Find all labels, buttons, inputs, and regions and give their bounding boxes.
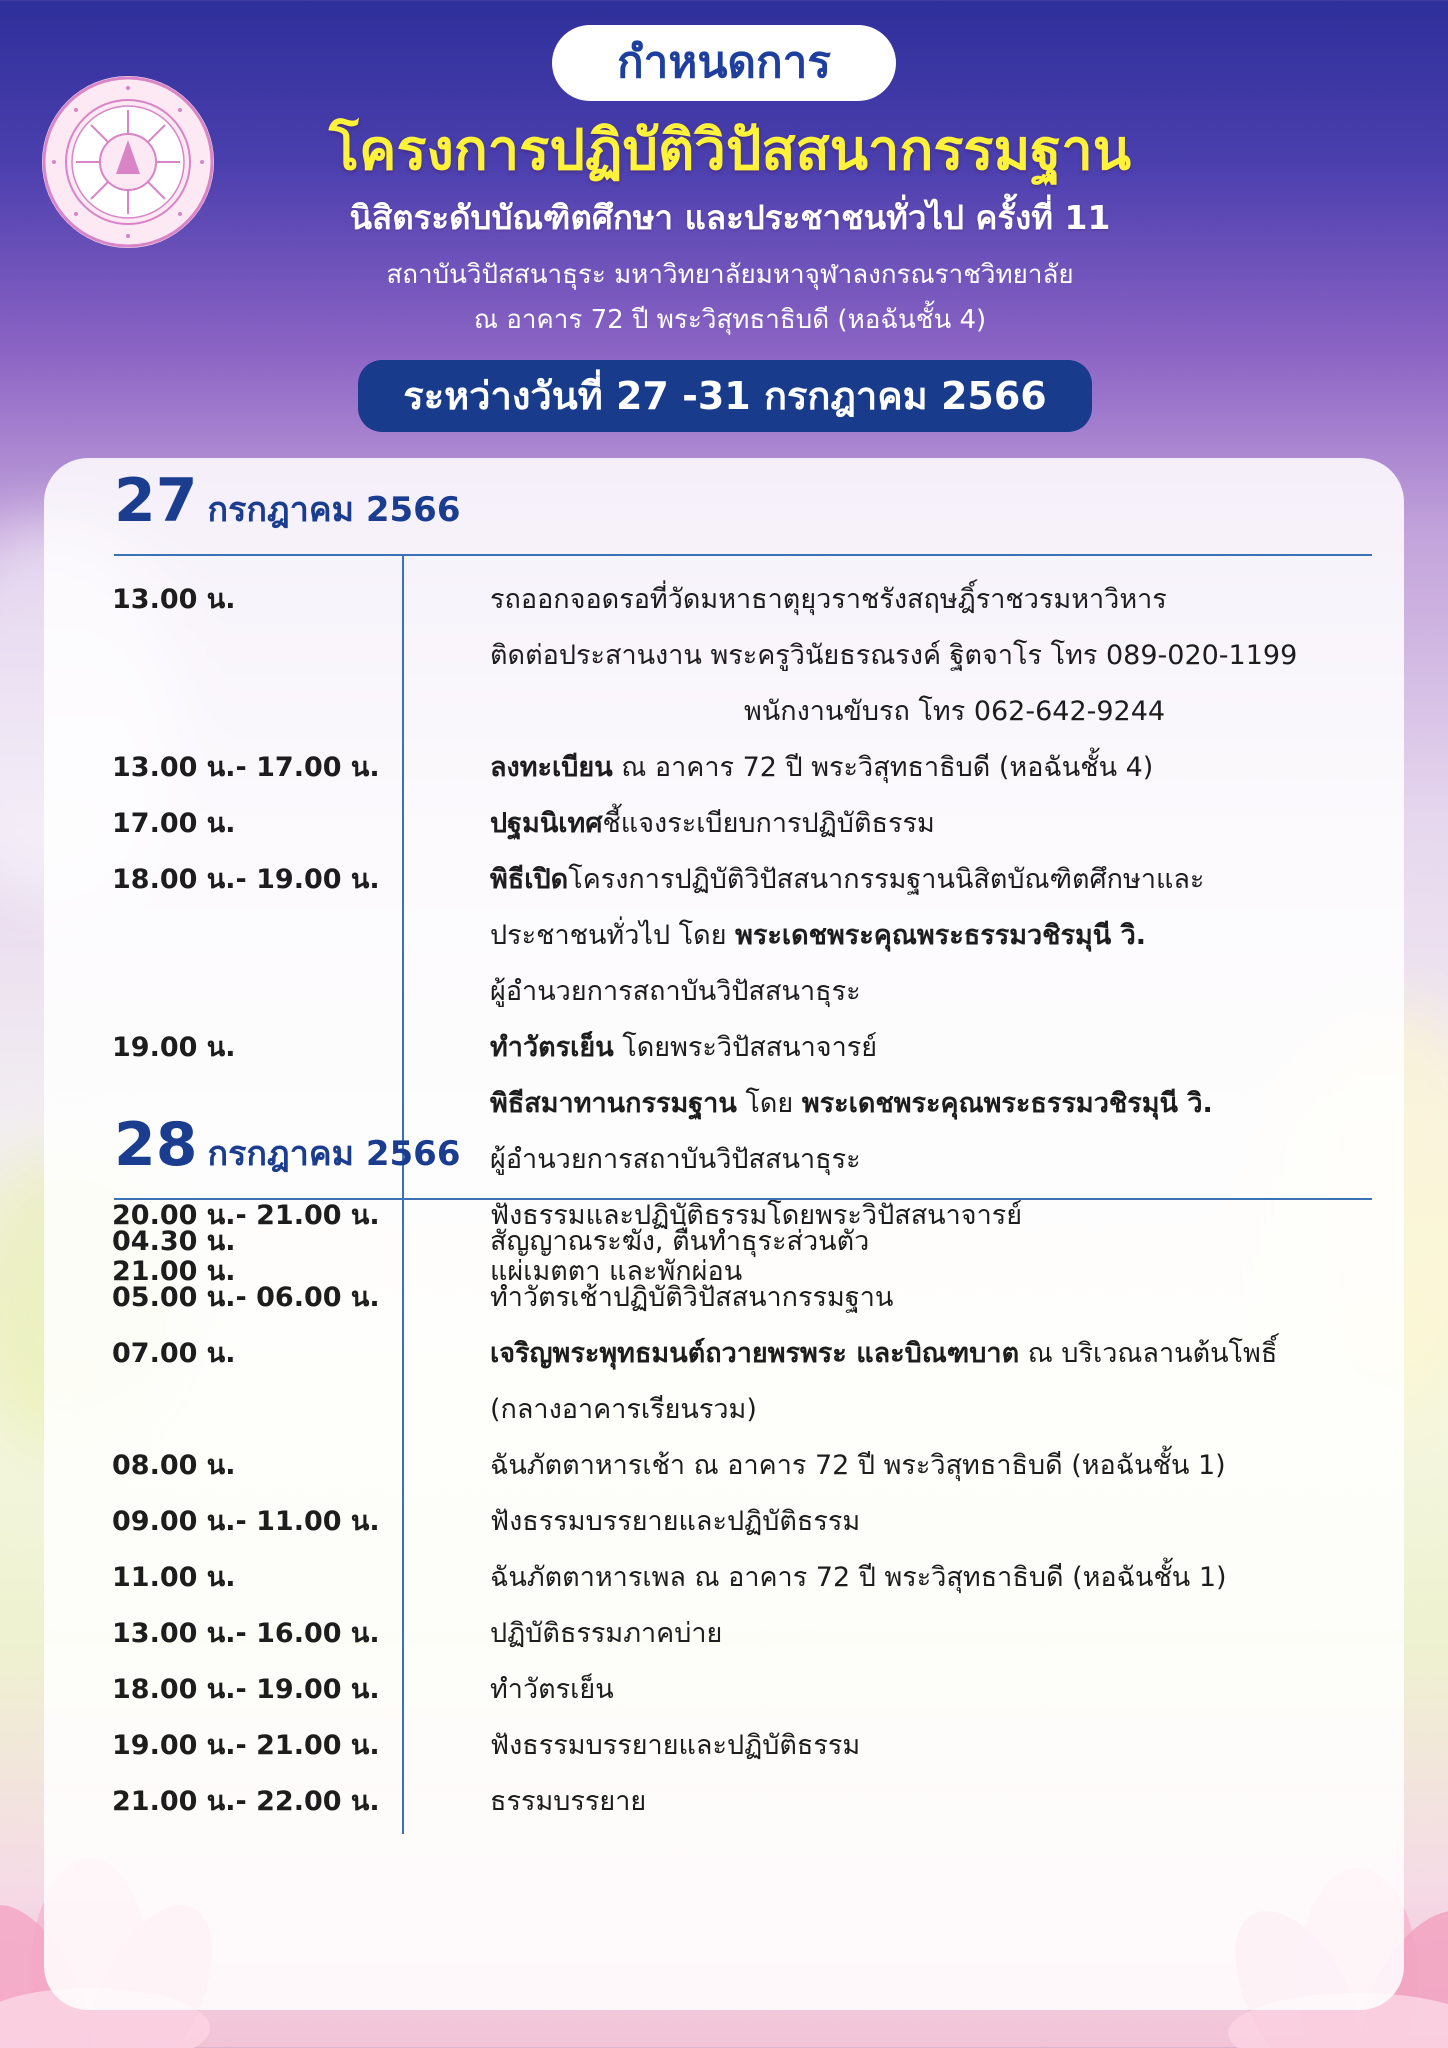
schedule-time: 07.00 น.: [112, 1338, 236, 1369]
activity-text: แผ่เมตตา และพักผ่อน: [490, 1256, 743, 1287]
schedule-time: 19.00 น.- 21.00 น.: [112, 1730, 380, 1761]
schedule-time: 08.00 น.: [112, 1450, 236, 1481]
activity-text: สัญญาณระฆัง, ตื่นทำธุระส่วนตัว: [490, 1226, 870, 1257]
activity-text: ธรรมบรรยาย: [490, 1786, 647, 1817]
schedule-description: [490, 1774, 1390, 1830]
day-number: 28: [114, 1110, 198, 1180]
schedule-description: [490, 1494, 1390, 1550]
schedule-time: 09.00 น.- 11.00 น.: [112, 1506, 380, 1537]
activity-bold-text: เจริญพระพุทธมนต์ถวายพรพระ และบิณฑบาต: [490, 1338, 1020, 1369]
schedule-description: [490, 1270, 1390, 1326]
schedule-description: [490, 1718, 1390, 1774]
activity-text: โดย: [736, 1088, 802, 1119]
date-range-pill: ระหว่างวันที่ 27 -31 กรกฎาคม 2566: [358, 360, 1092, 432]
venue-text: ณ อาคาร 72 ปี พระวิสุทธาธิบดี (หอฉันชั้น 4): [473, 305, 987, 335]
schedule-description: [490, 740, 1390, 796]
activity-bold-text: ทำวัตรเย็น: [490, 1032, 614, 1063]
schedule-time: 13.00 น.- 17.00 น.: [112, 752, 380, 783]
activity-text: พนักงานขับรถ โทร 062-642-9244: [744, 696, 1166, 727]
day-heading: [114, 1110, 460, 1190]
activity-text: โครงการปฏิบัติวิปัสสนากรรมฐานนิสิตบัณฑิตศึกษาและ: [568, 864, 1205, 895]
activity-text: รถออกจอดรอที่วัดมหาธาตุยุวราชรังสฤษฎิ์ราชวรมหาวิหาร: [490, 584, 1167, 615]
activity-text: ชี้แจงระเบียบการปฏิบัติธรรม: [602, 808, 935, 839]
schedule-description: [490, 1020, 1390, 1076]
schedule-description: [490, 1214, 1390, 1270]
schedule-time: 04.30 น.: [112, 1226, 236, 1257]
schedule-description: [490, 1076, 1390, 1132]
schedule-label-pill: กำหนดการ: [552, 25, 896, 101]
activity-text: ฉันภัตตาหารเพล ณ อาคาร 72 ปี พระวิสุทธาธิบดี (หอฉันชั้น 1): [490, 1562, 1227, 1593]
project-title: โครงการปฏิบัติวิปัสสนากรรมฐาน: [328, 118, 1132, 183]
schedule-time: 11.00 น.: [112, 1562, 236, 1593]
schedule-time: 17.00 น.: [112, 808, 236, 839]
schedule-time: 19.00 น.: [112, 1032, 236, 1063]
activity-text: ผู้อำนวยการสถาบันวิปัสสนาธุระ: [490, 1144, 861, 1175]
activity-text: (กลางอาคารเรียนรวม): [490, 1394, 757, 1425]
schedule-description: [490, 964, 1390, 1020]
presider-bold-text: พระเดชพระคุณพระธรรมวชิรมุนี วิ.: [801, 1088, 1213, 1119]
schedule-description: [744, 684, 1448, 740]
schedule-time: 05.00 น.- 06.00 น.: [112, 1282, 380, 1313]
schedule-time: 13.00 น.- 16.00 น.: [112, 1618, 380, 1649]
schedule-description: [490, 628, 1390, 684]
schedule-time: 13.00 น.: [112, 584, 236, 615]
activity-text: ทำวัตรเย็น: [490, 1674, 614, 1705]
schedule-description: [490, 1662, 1390, 1718]
schedule-description: [490, 908, 1390, 964]
day-month-year: กรกฎาคม 2566: [207, 490, 461, 530]
day-number: 27: [114, 466, 198, 536]
activity-text: ติดต่อประสานงาน พระครูวินัยธรณรงค์ ฐิตจาโร โทร 089-020-1199: [490, 640, 1298, 671]
activity-text: ฟังธรรมบรรยายและปฏิบัติธรรม: [490, 1730, 861, 1761]
schedule-time: 20.00 น.- 21.00 น.: [112, 1200, 380, 1231]
activity-bold-text: พิธีสมาทานกรรมฐาน: [490, 1088, 737, 1119]
schedule-description: [490, 1606, 1390, 1662]
schedule-description: [490, 1438, 1390, 1494]
activity-text: ฉันภัตตาหารเช้า ณ อาคาร 72 ปี พระวิสุทธาธิบดี (หอฉันชั้น 1): [490, 1450, 1226, 1481]
activity-bold-text: ลงทะเบียน: [490, 752, 613, 783]
activity-bold-text: ปฐมนิเทศ: [490, 808, 603, 839]
schedule-description: [490, 852, 1390, 908]
activity-text: ประชาชนทั่วไป โดย: [490, 920, 736, 951]
activity-text: ปฏิบัติธรรมภาคบ่าย: [490, 1618, 723, 1649]
activity-text: ผู้อำนวยการสถาบันวิปัสสนาธุระ: [490, 976, 861, 1007]
schedule-description: [490, 1550, 1390, 1606]
day-divider: [114, 1198, 1372, 1200]
day-month-year: กรกฎาคม 2566: [207, 1134, 461, 1174]
university-seal-icon: [40, 74, 216, 250]
schedule-description: [490, 1326, 1390, 1382]
schedule-card: [44, 458, 1404, 2010]
activity-text: โดยพระวิปัสสนาจารย์: [613, 1032, 878, 1063]
activity-bold-text: พิธีเปิด: [490, 864, 569, 895]
activity-text: ฟังธรรมและปฏิบัติธรรมโดยพระวิปัสสนาจารย์: [490, 1200, 1023, 1231]
activity-text: ณ บริเวณลานต้นโพธิ์: [1019, 1338, 1278, 1369]
schedule-description: [490, 1382, 1390, 1438]
day-heading: [114, 466, 460, 546]
presider-bold-text: พระเดชพระคุณพระธรรมวชิรมุนี วิ.: [735, 920, 1147, 951]
day-divider: [114, 554, 1372, 556]
schedule-time: 21.00 น.: [112, 1256, 236, 1287]
schedule-time: 18.00 น.- 19.00 น.: [112, 864, 380, 895]
schedule-time: 21.00 น.- 22.00 น.: [112, 1786, 380, 1817]
activity-text: ฟังธรรมบรรยายและปฏิบัติธรรม: [490, 1506, 861, 1537]
schedule-time: 18.00 น.- 19.00 น.: [112, 1674, 380, 1705]
activity-text: ทำวัตรเช้าปฏิบัติวิปัสสนากรรมฐาน: [490, 1282, 894, 1313]
schedule-description: [490, 572, 1390, 628]
schedule-description: [490, 796, 1390, 852]
activity-text: ณ อาคาร 72 ปี พระวิสุทธาธิบดี (หอฉันชั้น 4): [612, 752, 1154, 783]
project-subtitle: นิสิตระดับบัณฑิตศึกษา และประชาชนทั่วไป ครั้งที่ 11: [349, 198, 1111, 237]
schedule-description: [490, 1132, 1390, 1188]
institute-name: สถาบันวิปัสสนาธุระ มหาวิทยาลัยมหาจุฬาลงกรณราชวิทยาลัย: [386, 260, 1074, 290]
